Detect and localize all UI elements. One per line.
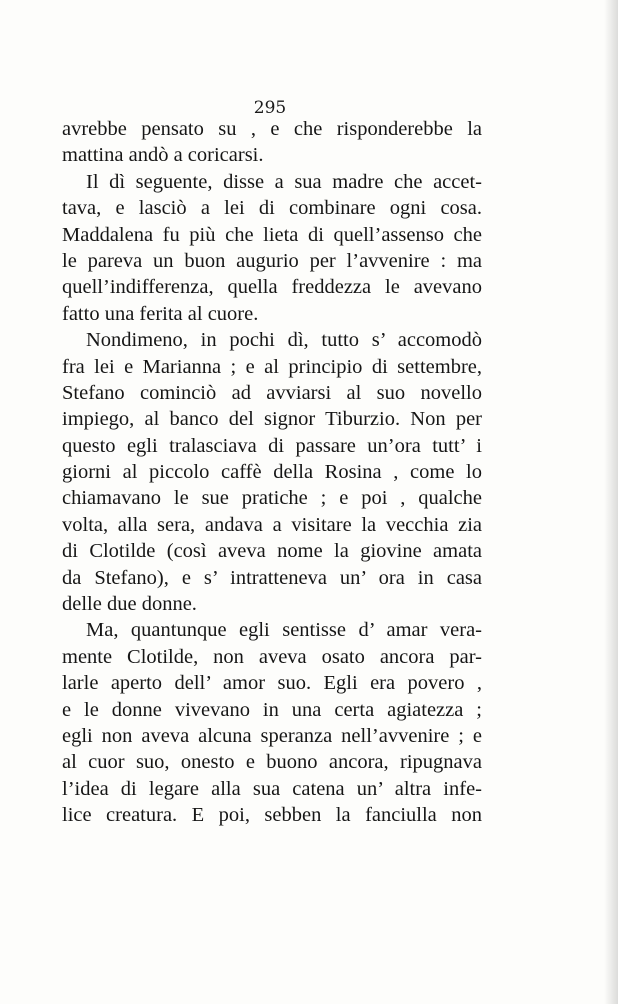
- text-line: volta, alla sera, andava a visitare la vecchia zia: [62, 513, 482, 536]
- text-line: fatto una ferita al cuore.: [62, 302, 259, 325]
- page-edge-shadow: [604, 0, 618, 1004]
- body-text: [62, 116, 482, 829]
- text-line: mattina andò a coricarsi.: [62, 144, 264, 167]
- text-line: tava, e lasciò a lei di combinare ogni cosa.: [62, 197, 482, 220]
- text-line: fra lei e Marianna ; e al principio di settembre,: [62, 355, 482, 378]
- text-line: Nondimeno, in pochi dì, tutto s’ accomodò: [86, 329, 482, 352]
- text-line: Stefano cominciò ad avviarsi al suo novello: [62, 381, 482, 404]
- text-line: questo egli tralasciava di passare un’ora tutt’ i: [62, 434, 482, 457]
- text-line: Ma, quantunque egli sentisse d’ amar vera-: [86, 619, 482, 642]
- text-line: Il dì seguente, disse a sua madre che accet-: [86, 170, 482, 193]
- text-line: mente Clotilde, non aveva osato ancora par-: [62, 645, 482, 668]
- text-line: quell’indifferenza, quella freddezza le avevano: [62, 276, 482, 299]
- text-line: larle aperto dell’ amor suo. Egli era povero ,: [62, 672, 482, 695]
- text-line: e le donne vivevano in una certa agiatezza ;: [62, 698, 482, 721]
- text-line: da Stefano), e s’ intratteneva un’ ora in casa: [62, 566, 482, 589]
- text-line: di Clotilde (così aveva nome la giovine amata: [62, 540, 482, 563]
- text-line: avrebbe pensato su , e che risponderebbe la: [62, 118, 482, 140]
- text-line: delle due donne.: [62, 593, 197, 616]
- text-line: lice creatura. E poi, sebben la fanciulla non: [62, 804, 482, 827]
- text-line: Maddalena fu più che lieta di quell’assenso che: [62, 223, 482, 246]
- text-line: egli non aveva alcuna speranza nell’avvenire ; e: [62, 724, 482, 747]
- text-line: l’idea di legare alla sua catena un’ altra infe-: [62, 777, 482, 800]
- text-line: chiamavano le sue pratiche ; e poi , qualche: [62, 487, 482, 510]
- page-number: 295: [253, 98, 287, 118]
- text-line: al cuor suo, onesto e buono ancora, ripugnava: [62, 751, 482, 774]
- text-line: impiego, al banco del signor Tiburzio. Non per: [62, 408, 482, 431]
- text-line: giorni al piccolo caffè della Rosina , come lo: [62, 461, 482, 484]
- text-line: le pareva un buon augurio per l’avvenire : ma: [62, 249, 482, 272]
